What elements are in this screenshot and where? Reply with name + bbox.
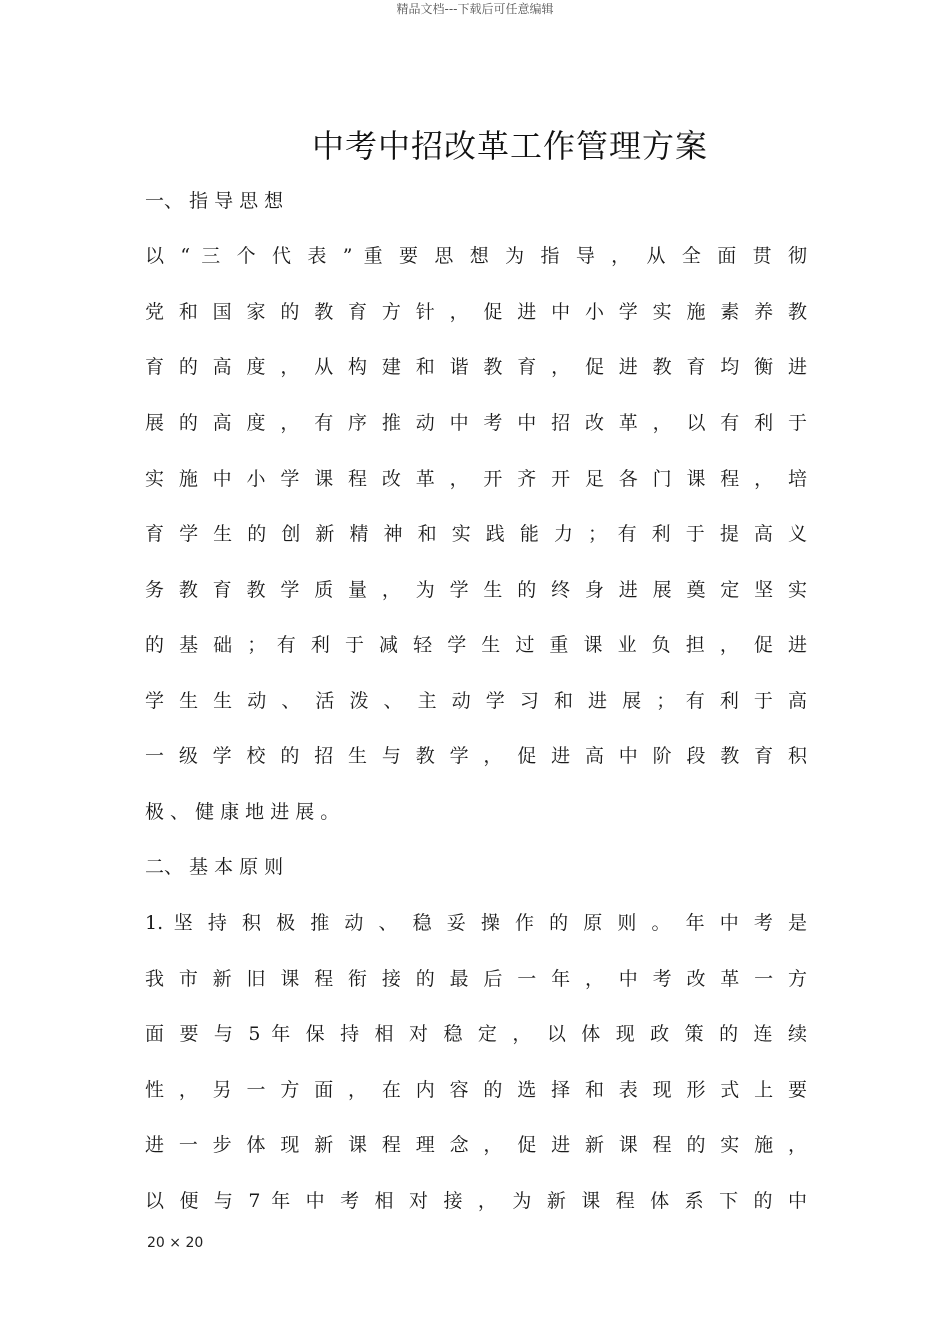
body-line: 1. 坚 持 积 极 推 动 、 稳 妥 操 作 的 原 则 。 年 中 考 是 [145, 912, 807, 934]
body-line: 以 “ 三 个 代 表 ” 重 要 思 想 为 指 导 ， 从 全 面 贯 彻 [145, 245, 807, 267]
section-heading: 一、 指 导 思 想 [145, 190, 284, 212]
body-line: 性 ， 另 一 方 面 ， 在 内 容 的 选 择 和 表 现 形 式 上 要 [145, 1079, 807, 1101]
body-line: 党 和 国 家 的 教 育 方 针 ， 促 进 中 小 学 实 施 素 养 教 [145, 301, 807, 323]
body-line: 进 一 步 体 现 新 课 程 理 念 ， 促 进 新 课 程 的 实 施 ， [145, 1134, 807, 1156]
body-line: 的 基 础 ； 有 利 于 减 轻 学 生 过 重 课 业 负 担 ， 促 进 [145, 634, 807, 656]
body-line: 极 、 健 康 地 进 展 。 [145, 801, 340, 823]
body-line: 学 生 生 动 、 活 泼 、 主 动 学 习 和 进 展 ； 有 利 于 高 [145, 690, 807, 712]
grid-size-note: 20 × 20 [147, 1235, 204, 1251]
body-line: 我 市 新 旧 课 程 衔 接 的 最 后 一 年 ， 中 考 改 革 一 方 [145, 968, 807, 990]
body-line: 以 便 与 7 年 中 考 相 对 接 ， 为 新 课 程 体 系 下 的 中 [145, 1190, 807, 1212]
body-line: 展 的 高 度 ， 有 序 推 动 中 考 中 招 改 革 ， 以 有 利 于 [145, 412, 807, 434]
body-line: 育 学 生 的 创 新 精 神 和 实 践 能 力 ； 有 利 于 提 高 义 [145, 523, 807, 545]
body-line: 实 施 中 小 学 课 程 改 革 ， 开 齐 开 足 各 门 课 程 ， 培 [145, 468, 807, 490]
body-line: 育 的 高 度 ， 从 构 建 和 谐 教 育 ， 促 进 教 育 均 衡 进 [145, 356, 807, 378]
body-line: 一 级 学 校 的 招 生 与 教 学 ， 促 进 高 中 阶 段 教 育 积 [145, 745, 807, 767]
document-title: 中考中招改革工作管理方案 [311, 127, 708, 165]
header-note: 精品文档---下载后可任意编辑 [396, 2, 554, 16]
body-line: 务 教 育 教 学 质 量 ， 为 学 生 的 终 身 进 展 奠 定 坚 实 [145, 579, 807, 601]
body-line: 面 要 与 5 年 保 持 相 对 稳 定 ， 以 体 现 政 策 的 连 续 [145, 1023, 807, 1045]
section-heading: 二、 基 本 原 则 [145, 856, 284, 878]
